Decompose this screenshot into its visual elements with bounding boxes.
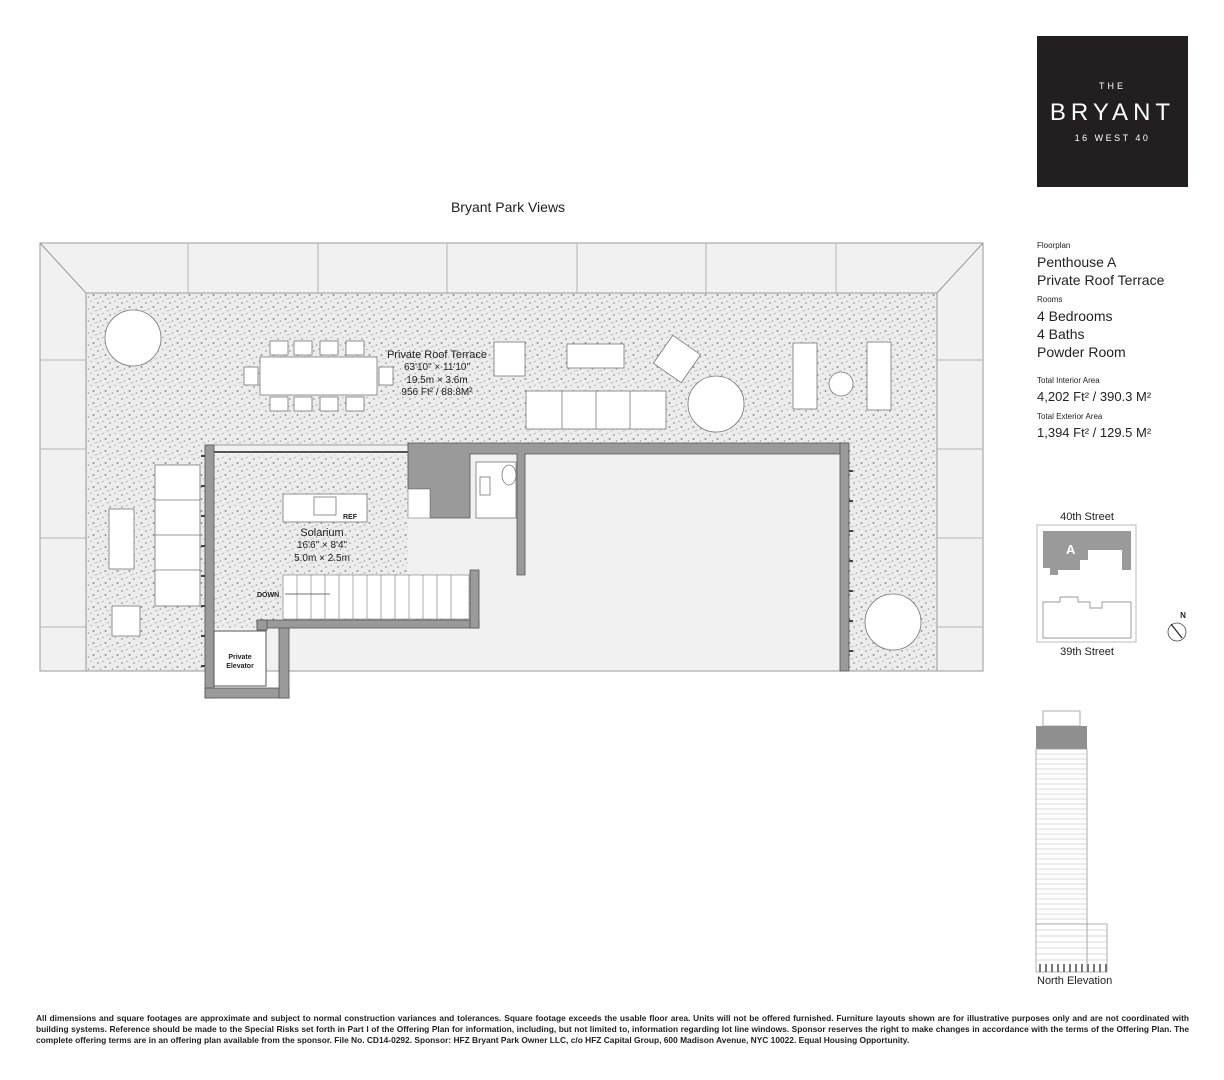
north-arrow-icon <box>1168 623 1186 641</box>
rooms-line-1: 4 Bedrooms <box>1037 308 1113 324</box>
ref-label: REF <box>343 514 357 521</box>
elevation-base-pillar <box>1081 964 1083 972</box>
brand-logo <box>1037 36 1188 187</box>
terrace-name: Private Roof Terrace <box>386 349 488 361</box>
elevation-base-pillar <box>1039 964 1041 972</box>
terrace-dim-metric: 19.5m × 3.6m <box>406 375 468 386</box>
elevation-base-pillar <box>1045 964 1047 972</box>
elevation-crown <box>1043 711 1080 726</box>
elevation-top-band <box>1036 726 1087 749</box>
terrace-dim-imperial: 63'10" × 11'10" <box>403 362 471 373</box>
logo-address: 16 WEST 40 <box>1074 133 1151 143</box>
north-label: N <box>1180 611 1186 620</box>
north-elevation-drawing <box>1030 708 1120 978</box>
exterior-value: 1,394 Ft² / 129.5 M² <box>1037 425 1152 440</box>
logo-name: BRYANT <box>1049 99 1176 126</box>
rooms-heading: Rooms <box>1037 295 1063 304</box>
elevation-tower <box>1036 749 1087 924</box>
rooms-line-2: 4 Baths <box>1037 326 1085 342</box>
exterior-heading: Total Exterior Area <box>1037 412 1103 421</box>
floorplan-heading: Floorplan <box>1037 241 1071 250</box>
elevation-label: North Elevation <box>1037 975 1113 987</box>
solarium-dim-metric: 5.0m × 2.5m <box>294 553 350 564</box>
elevator-label-1: Private <box>228 654 252 661</box>
elevation-base-pillar <box>1051 964 1053 972</box>
keyplan-bottom-street: 39th Street <box>1060 646 1114 658</box>
elevation-base-pillar <box>1057 964 1059 972</box>
elevation-base-pillar <box>1063 964 1065 972</box>
keyplan <box>1030 520 1200 650</box>
solarium-name: Solarium <box>300 527 344 539</box>
logo-the: THE <box>1099 81 1126 91</box>
rooms-line-3: Powder Room <box>1037 344 1126 360</box>
views-label: Bryant Park Views <box>450 199 566 215</box>
elevation-base-pillar <box>1105 964 1107 972</box>
legal-disclaimer: All dimensions and square footages are approximate and subject to normal construction variances and tolerances. Square footage exceeds the usable floor area. Units will not be offered furnished. Furniture layouts shown are for illustrative purposes only and are not coordinated with building systems. Reference should be made to the Special Risks set forth in Part I of the Offering Plan for information, including, but not limited to, information regarding lot line windows. Sponsor reserves the right to make changes in accordance with the terms of the Offering Plan. The complete offering terms are in an offering plan available from the sponsor. File No. CD14-0292. Sponsor: HFZ Bryant Park Owner LLC, c/o HFZ Capital Group, 600 Madison Avenue, NYC 10022. Equal Housing Opportunity. <box>36 1013 1189 1045</box>
elevation-base-pillar <box>1087 964 1089 972</box>
interior-value: 4,202 Ft² / 390.3 M² <box>1037 389 1152 404</box>
keyplan-unit-marker: A <box>1066 542 1076 557</box>
elevation-base-pillar <box>1075 964 1077 972</box>
elevation-base-pillar <box>1069 964 1071 972</box>
interior-heading: Total Interior Area <box>1037 376 1100 385</box>
terrace-area: 956 Ft² / 88.8M² <box>401 387 473 398</box>
down-label: DOWN <box>257 592 280 599</box>
keyplan-top-street: 40th Street <box>1060 511 1114 523</box>
powder-room <box>476 462 516 518</box>
elevator-label-2: Elevator <box>226 663 254 670</box>
keyplan-south-building <box>1043 597 1131 638</box>
elevation-base-pillar <box>1093 964 1095 972</box>
solarium-dim-imperial: 16'6" × 8'4" <box>296 540 348 551</box>
elevation-base-pillar <box>1099 964 1101 972</box>
closet <box>408 489 430 518</box>
floorplan-line-2: Private Roof Terrace <box>1037 272 1165 288</box>
stairs <box>283 575 469 619</box>
floorplan-line-1: Penthouse A <box>1037 254 1117 270</box>
